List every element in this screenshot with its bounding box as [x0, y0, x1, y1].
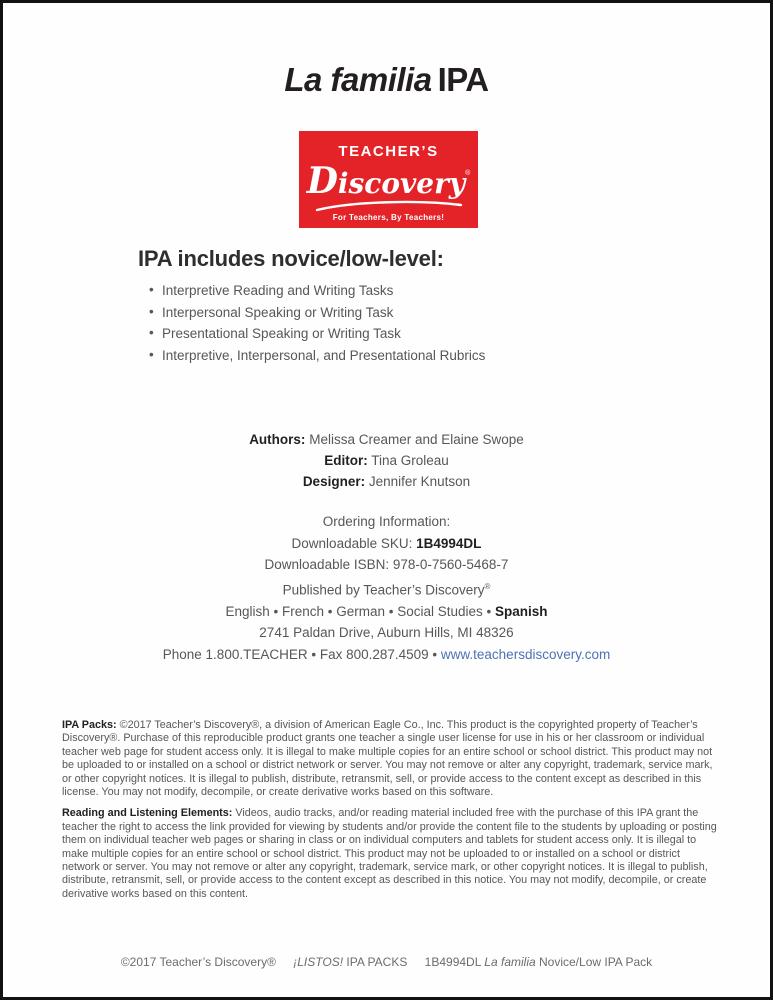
- logo-teachers-text: TEACHER’S: [338, 143, 439, 160]
- ordering-published-line: [3, 576, 770, 601]
- logo-tagline: For Teachers, By Teachers!: [332, 213, 445, 222]
- ordering-block: [3, 511, 770, 666]
- credit-label: Authors:: [249, 432, 306, 447]
- teachers-discovery-logo: [299, 131, 478, 228]
- footer-copyright: ©2017 Teacher’s Discovery®: [120, 955, 276, 969]
- ordering-address-line: 2741 Paldan Drive, Auburn Hills, MI 48326: [259, 625, 514, 641]
- ordering-contact-line: [3, 644, 770, 666]
- footer-product: [425, 955, 653, 969]
- website-link[interactable]: www.teachersdiscovery.com: [440, 647, 611, 663]
- includes-section: [138, 246, 485, 370]
- legal-section: [62, 719, 718, 909]
- footer-line: [3, 955, 770, 969]
- sku-value: 1B4994DL: [416, 535, 482, 551]
- legal-paragraph-reading-listening: [62, 807, 718, 901]
- title-regular-part: IPA: [437, 61, 489, 98]
- sku-label: Downloadable SKU:: [291, 535, 413, 551]
- ordering-isbn-line: Downloadable ISBN: 978-0-7560-5468-7: [264, 557, 509, 573]
- list-item: [149, 282, 485, 298]
- list-item-text: Presentational Speaking or Writing Task: [162, 326, 401, 341]
- footer-sku: 1B4994DL: [424, 955, 481, 969]
- registered-mark: ®: [484, 581, 491, 591]
- bullet-icon: •: [149, 346, 154, 362]
- bullet-icon: •: [149, 303, 154, 319]
- published-text: Published by Teacher’s Discovery: [282, 582, 485, 598]
- subjects-text: English • French • German • Social Studies •: [225, 603, 492, 619]
- list-item: [149, 346, 486, 363]
- contact-text: Phone 1.800.TEACHER • Fax 800.287.4509 •: [162, 647, 438, 663]
- list-item: [149, 325, 485, 341]
- logo-registered-mark: ®: [465, 170, 471, 177]
- legal-text: Videos, audio tracks, and/or reading material included free with the purchase of this IPA grant the teacher the right to access the link provided for viewing by students and/or provide the content file to the students by uploading or posting them on individual teacher web pages or sharing in class or on individual computers and tablets for student access only. It is illegal to make multiple copies for an entire school or school district. This product may not be uploaded to or installed on a school or district network or server. You may not remove or alter any copyright, trademark, service mark, or other copyright notices. It is illegal to publish, distribute, retransmit, sell, or provide access to the content except as described in this notice. You may not modify, decompile, or create derivative works based on this content.: [62, 807, 717, 900]
- bullet-icon: •: [149, 325, 154, 340]
- legal-text: ©2017 Teacher’s Discovery®, a division of American Eagle Co., Inc. This product is the copyrighted property of Teacher’s Discovery®. Purchase of this reproducible product grants one teacher a single user license for use in his or her classroom or individual teacher web page for student access only. It is illegal to make multiple copies for an entire school or school district. This product may not be uploaded to or installed on a school or district network or server. You may not remove or alter any copyright, trademark, service mark, or other copyright notices. It is illegal to publish, distribute, retransmit, sell, or provide access to the content except as described in this license. You may not modify, decompile, or create derivative works based on this software.: [62, 719, 713, 799]
- ordering-subjects-line: [3, 601, 770, 623]
- title-italic-part: La familia: [284, 61, 432, 98]
- credit-line-designer: [3, 471, 770, 492]
- list-item-text: Interpretive Reading and Writing Tasks: [162, 283, 394, 298]
- credit-value: Tina Groleau: [371, 453, 449, 468]
- credit-line-authors: [3, 429, 770, 450]
- list-item-text: Interpretive, Interpersonal, and Presentational Rubrics: [162, 347, 486, 363]
- legal-paragraph-ipa-packs: [62, 719, 718, 799]
- footer-series-italic: ¡LISTOS!: [293, 955, 344, 969]
- ordering-heading: Ordering Information:: [322, 514, 451, 529]
- footer-product-rest: Novice/Low IPA Pack: [539, 955, 653, 969]
- credit-label: Designer:: [302, 474, 366, 489]
- credit-line-editor: [3, 450, 770, 471]
- footer-series: [293, 955, 407, 969]
- logo-discovery-row: [299, 159, 478, 204]
- footer-product-italic: La familia: [484, 955, 536, 969]
- footer-series-rest: IPA PACKS: [346, 955, 408, 969]
- credit-value: Jennifer Knutson: [368, 474, 471, 489]
- credit-label: Editor:: [324, 453, 368, 468]
- legal-lead: IPA Packs:: [62, 719, 117, 731]
- includes-list: [138, 284, 485, 363]
- includes-heading: IPA includes novice/low-level:: [138, 246, 444, 271]
- legal-lead: Reading and Listening Elements:: [62, 807, 233, 820]
- ordering-sku-line: [3, 533, 770, 555]
- logo-discovery-text: Discovery: [306, 160, 466, 202]
- list-item: [149, 303, 485, 320]
- subjects-bold: Spanish: [495, 603, 548, 619]
- page-title: [3, 61, 770, 99]
- list-item-text: Interpersonal Speaking or Writing Task: [162, 304, 394, 320]
- bullet-icon: •: [149, 282, 154, 297]
- credit-value: Melissa Creamer and Elaine Swope: [309, 432, 524, 447]
- credits-block: [3, 429, 770, 492]
